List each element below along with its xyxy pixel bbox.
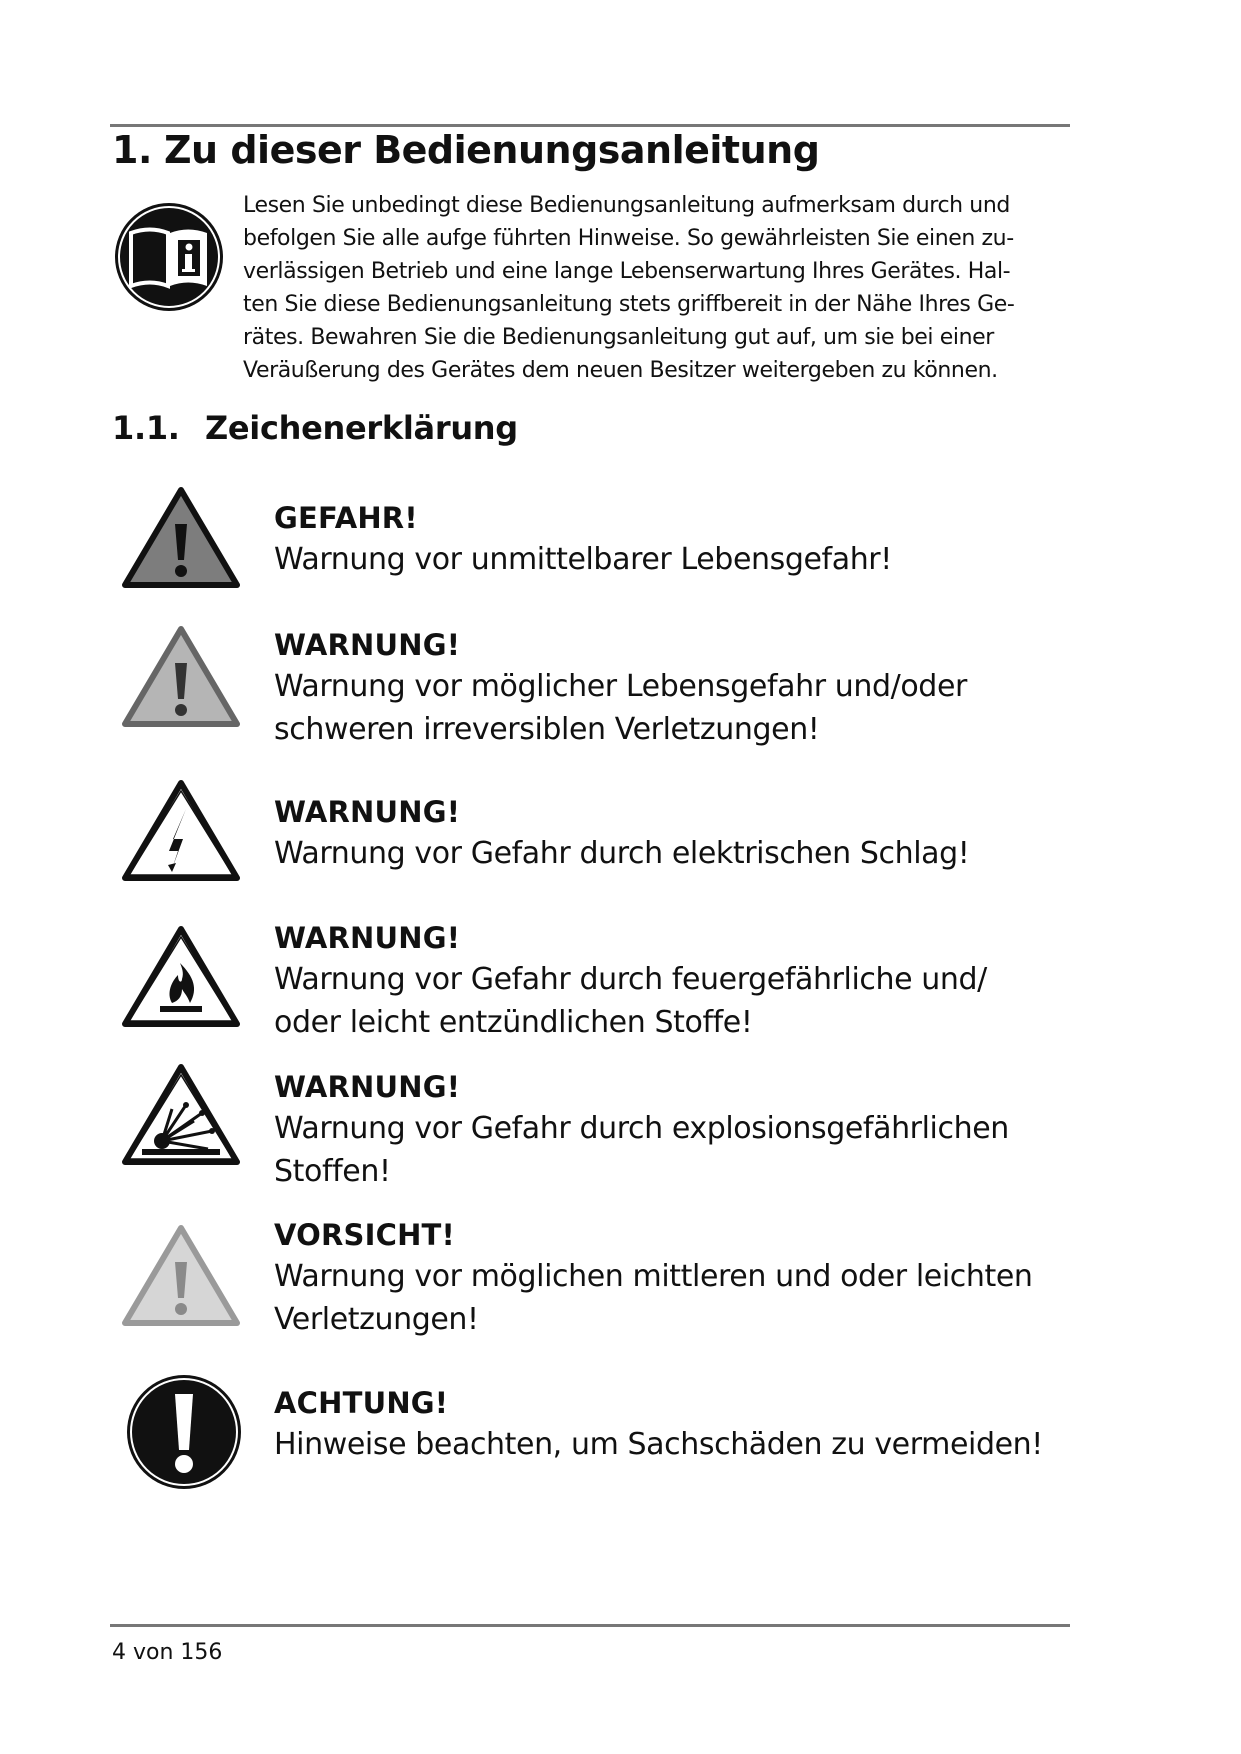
legend-description: Warnung vor möglicher Lebensgefahr und/oder schweren irreversiblen Verletzungen! (274, 669, 967, 747)
bottom-rule (110, 1624, 1070, 1627)
legend-description: Warnung vor unmittelbarer Lebensgefahr! (274, 542, 892, 577)
intro-line: verlässigen Betrieb und eine lange Lebenserwartung Ihres Gerätes. Hal- (243, 259, 1011, 284)
subsection-title: Zeichenerklärung (205, 409, 518, 447)
legend-title: WARNUNG! (274, 795, 461, 829)
legend-description: Warnung vor Gefahr durch elektrischen Schlag! (274, 836, 970, 871)
explosive-icon (120, 1061, 242, 1171)
intro-line: Veräußerung des Gerätes dem neuen Besitzer weitergeben zu können. (243, 358, 998, 383)
section-heading (112, 128, 819, 172)
subsection-number: 1.1. (112, 409, 180, 447)
legend-title: WARNUNG! (274, 628, 461, 662)
subsection-heading (112, 409, 518, 447)
section-title: Zu dieser Bedienungsanleitung (164, 128, 820, 172)
page-number: 4 von 156 (112, 1640, 223, 1665)
legend-title: GEFAHR! (274, 501, 418, 535)
intro-text (243, 189, 1073, 387)
legend-title: WARNUNG! (274, 1070, 461, 1104)
legend-description: Warnung vor Gefahr durch feuergefährliche und/ oder leicht entzündlichen Stoffe! (274, 962, 987, 1040)
legend-description: Warnung vor Gefahr durch explosionsgefährlichen Stoffen! (274, 1111, 1009, 1189)
attention-circle-icon (120, 1370, 242, 1494)
intro-line: ten Sie diese Bedienungsanleitung stets griffbereit in der Nähe Ihres Ge- (243, 292, 1015, 317)
section-number: 1. (112, 128, 152, 172)
legend-title: WARNUNG! (274, 921, 461, 955)
intro-line: Lesen Sie unbedingt diese Bedienungsanleitung aufmerksam durch und (243, 193, 1010, 218)
electric-shock-icon (120, 777, 242, 887)
legend-description: Warnung vor möglichen mittleren und oder leichten Verletzungen! (274, 1259, 1033, 1337)
legend-description: Hinweise beachten, um Sachschäden zu vermeiden! (274, 1427, 1043, 1462)
legend-title: VORSICHT! (274, 1218, 455, 1252)
danger-triangle-icon (120, 484, 242, 594)
warning-triangle-icon (120, 623, 242, 733)
manual-info-icon (112, 200, 226, 314)
caution-triangle-icon (120, 1222, 242, 1332)
flammable-icon (120, 923, 242, 1033)
legend-title: ACHTUNG! (274, 1386, 449, 1420)
top-rule (110, 124, 1070, 127)
intro-line: befolgen Sie alle aufge führten Hinweise. So gewährleisten Sie einen zu- (243, 226, 1014, 251)
intro-line: rätes. Bewahren Sie die Bedienungsanleitung gut auf, um sie bei einer (243, 325, 994, 350)
